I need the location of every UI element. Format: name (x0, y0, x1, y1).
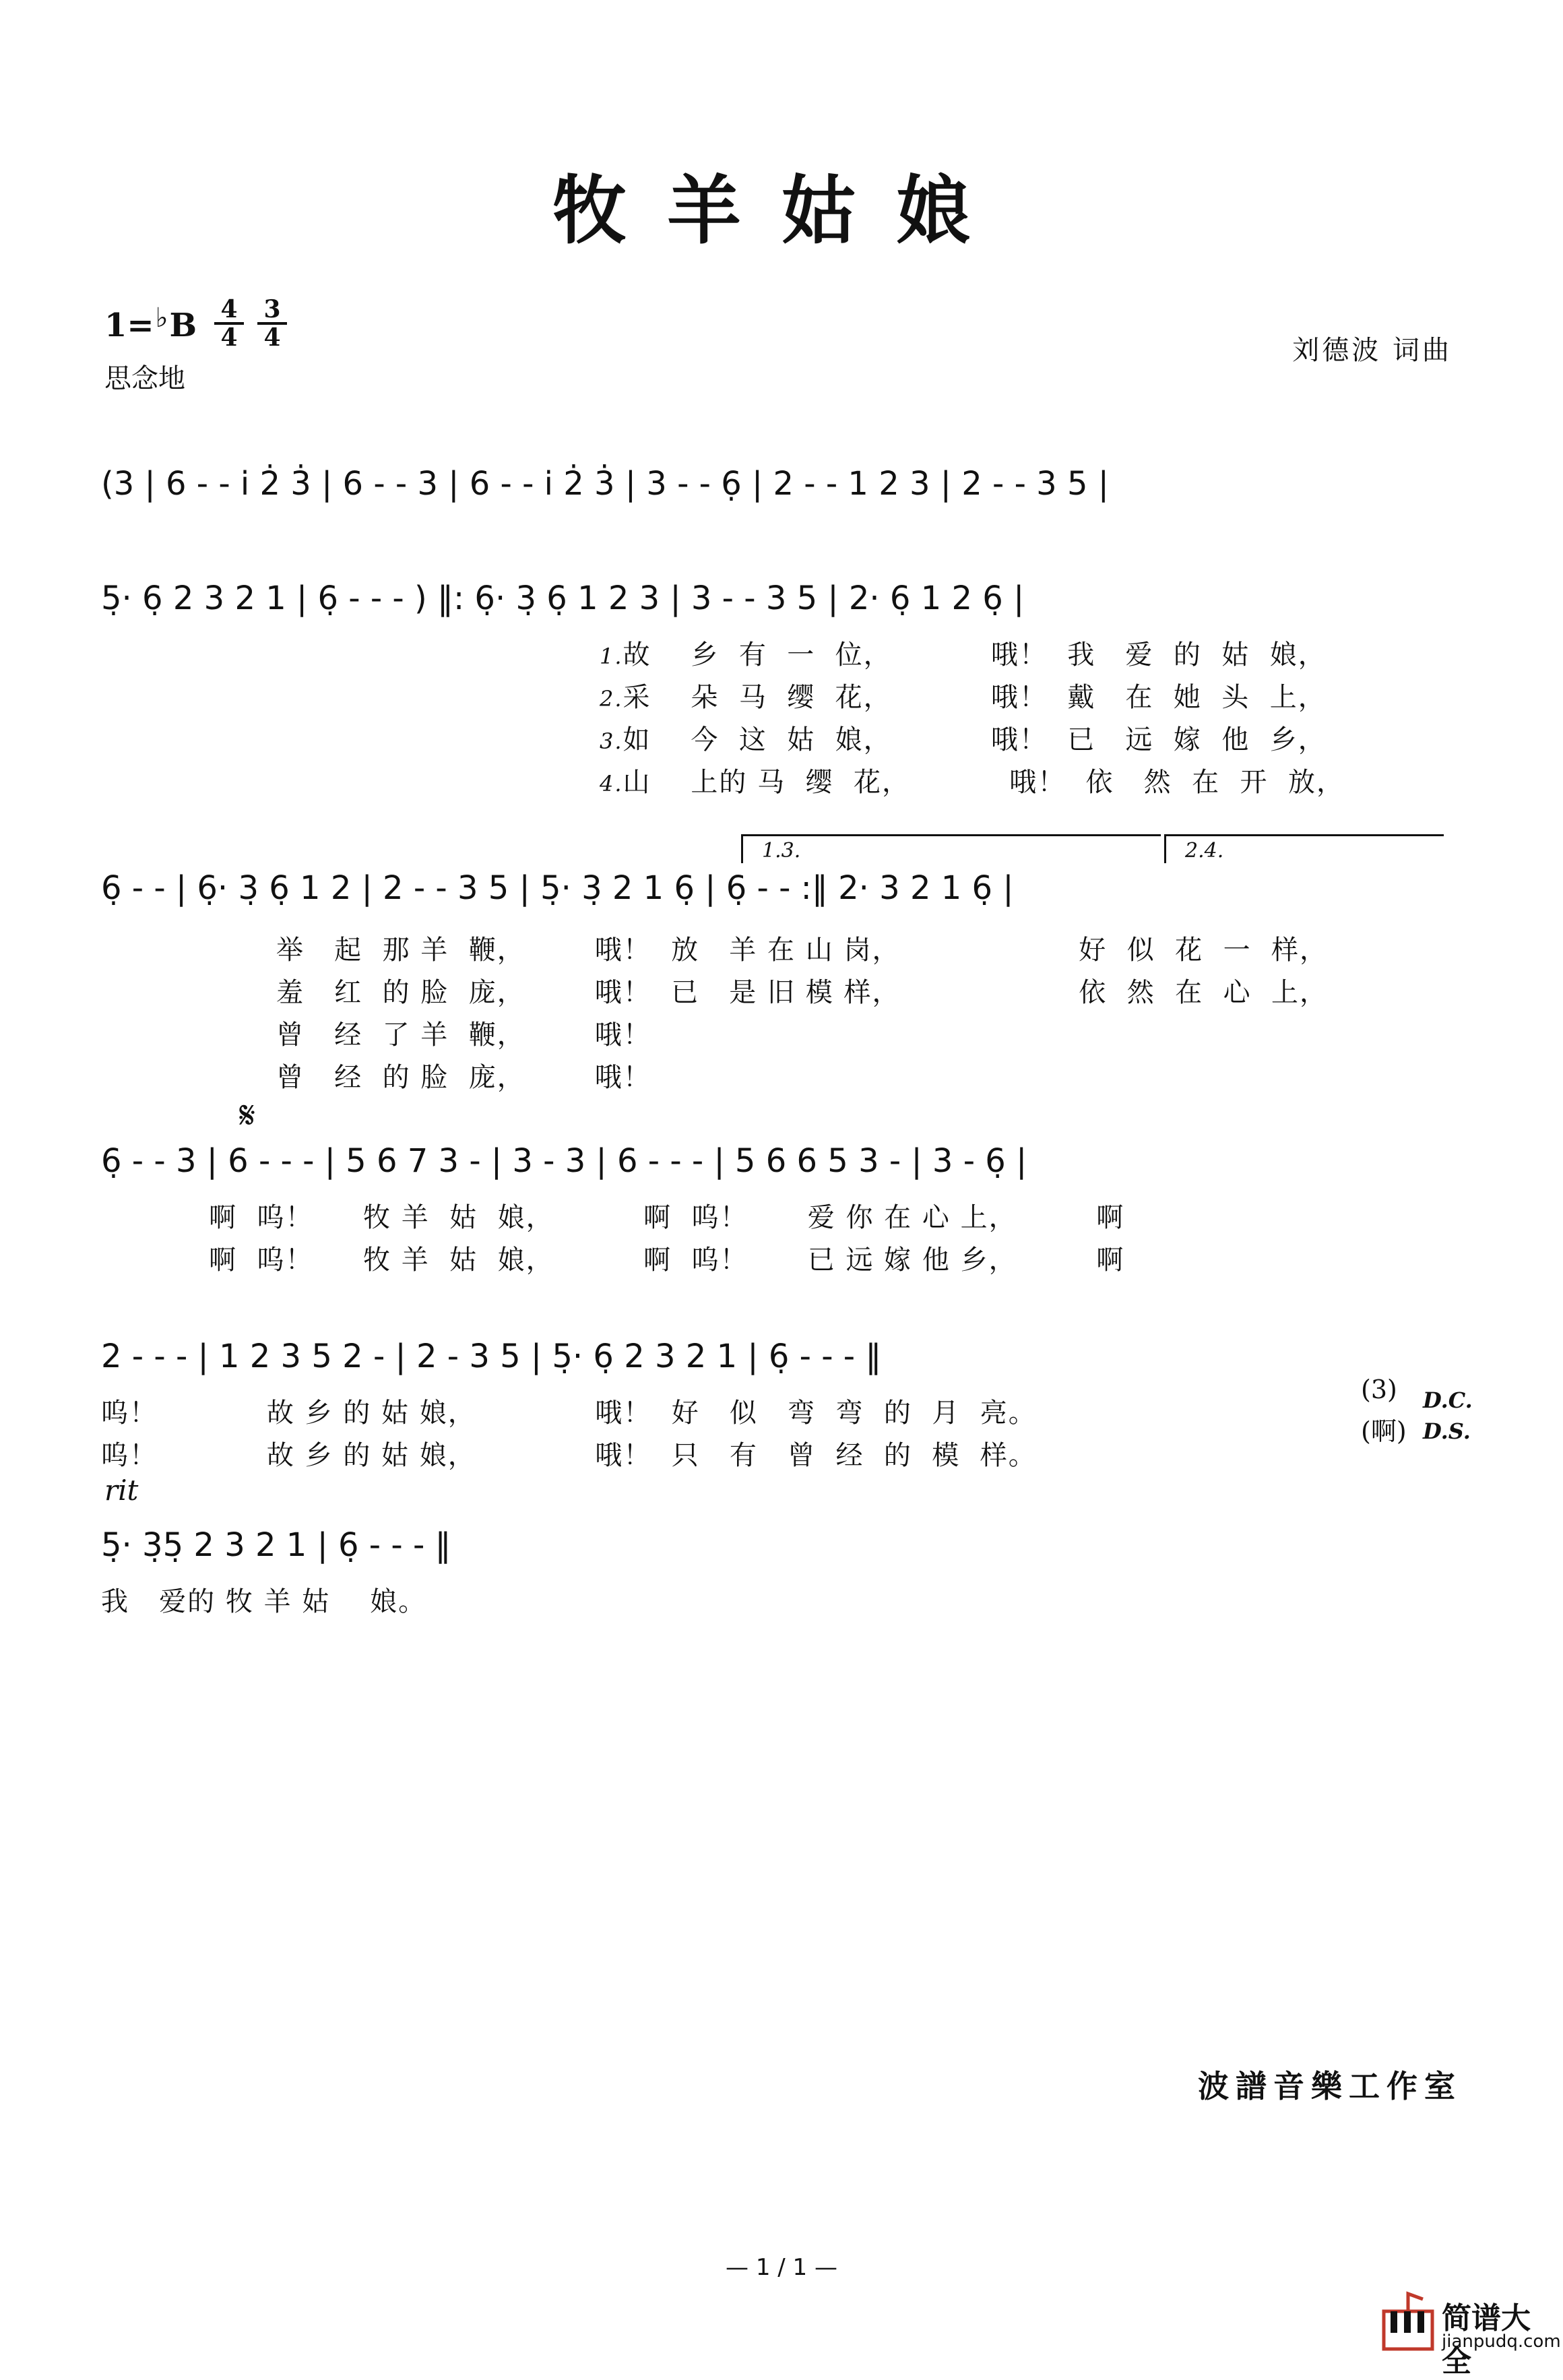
lyric-line-1: 举 起 那 羊 鞭， 哦！ 放 羊 在 山 岗， 好 似 花 一 样， (276, 935, 1329, 966)
segno-sign: 𝄋 (239, 1094, 256, 1137)
notation-line: 5̣· 6̣ 2 3 2 1 | 6̣ - - - ) ‖: 6̣· 3̣ 6̣ 1 2 3 | 3 - - 3 5 | 2· 6̣ 1 2 6̣ | (101, 580, 1025, 617)
lyric-line-2: 呜！ 故 乡 的 姑 娘， 哦！ 只 有 曾 经 的 模 样。 (101, 1440, 1037, 1471)
tempo-marking: 思念地 (104, 363, 185, 394)
lyric-line-2: 羞 红 的 脸 庞， 哦！ 已 是 旧 模 样， 依 然 在 心 上， (276, 977, 1329, 1008)
score-line-3 (0, 839, 1563, 1139)
lyric-line-1: 我 爱的 牧 羊 姑 娘。 (101, 1586, 427, 1617)
lyric-line-4: 曾 经 的 脸 庞， 哦！ (276, 1062, 651, 1093)
time-signature-3-4: 3 4 (257, 296, 287, 350)
song-title: 牧羊姑娘 (552, 167, 1011, 254)
key-signature: 1=♭B (104, 302, 197, 344)
site-logo[interactable] (1381, 2291, 1561, 2379)
score-line-6 (0, 1474, 1563, 1796)
notation-line: 5̣· 3̣5̣ 2 3 2 1 | 6̣ - - - ‖ (101, 1526, 451, 1564)
composer-credit: 刘德波 词曲 (1292, 335, 1452, 366)
notation-line: 6̣ - - 3 | 6 - - - | 5 6 7 3 - | 3 - 3 | 6 - - - | 5 6 6 5 3 - | 3 - 6̣ | (101, 1142, 1027, 1180)
first-ending-bracket: 1.3. (741, 834, 1161, 863)
score-line-2 (0, 580, 1563, 849)
lyric-verse-1: 1.故 乡 有 一 位， 哦！ 我 爱 的 姑 娘， (600, 639, 1327, 670)
page-number: — 1 / 1 — (726, 2254, 837, 2281)
second-ending-bracket: 2.4. (1164, 834, 1444, 863)
ending-note-brackets: (3) (啊) (1361, 1375, 1407, 1446)
notation-line: (3 | 6 - - i 2̇ 3̇ | 6 - - 3 | 6 - - i 2̇ 3̇ | 3 - - 6̣ | 2 - - 1 2 3 | 2 - - 3 5 | (101, 465, 1109, 503)
notation-line: 2 - - - | 1 2 3 5 2 - | 2 - 3 5 | 5̣· 6̣ 2 3 2 1 | 6̣ - - - ‖ (101, 1338, 882, 1375)
lyric-line-1: 呜！ 故 乡 的 姑 娘， 哦！ 好 似 弯 弯 的 月 亮。 (101, 1398, 1037, 1429)
time-signature-4-4: 4 4 (214, 296, 244, 350)
piano-logo-icon (1381, 2291, 1435, 2352)
logo-url: jianpudq.com (1442, 2331, 1561, 2352)
lyric-line-3: 曾 经 了 羊 鞭， 哦！ (276, 1020, 651, 1051)
repeat-marks: D.C. D.S. (1423, 1387, 1473, 1444)
lyric-verse-3: 3.如 今 这 姑 娘， 哦！ 已 远 嫁 他 乡， (600, 724, 1327, 755)
notation-line: 6̣ - - | 6̣· 3̣ 6̣ 1 2 | 2 - - 3 5 | 5̣· 3̣ 2 1 6̣ | 6̣ - - :‖ 2· 3 2 1 6̣ | (101, 869, 1014, 907)
logo-text: 简谱大全 (1442, 2301, 1531, 2379)
lyric-line-1: 啊 呜！ 牧 羊 姑 娘， 啊 呜！ 爱 你 在 心 上， 啊 (209, 1202, 1125, 1233)
lyric-verse-2: 2.采 朵 马 缨 花， 哦！ 戴 在 她 头 上， (600, 682, 1327, 713)
studio-credit: 波譜音樂工作室 (1198, 2068, 1462, 2104)
lyric-verse-4: 4.山 上的 马 缨 花， 哦！ 依 然 在 开 放， (600, 767, 1345, 798)
lyric-line-2: 啊 呜！ 牧 羊 姑 娘， 啊 呜！ 已 远 嫁 他 乡， 啊 (209, 1245, 1125, 1276)
ritardando-marking: rit (104, 1474, 139, 1507)
